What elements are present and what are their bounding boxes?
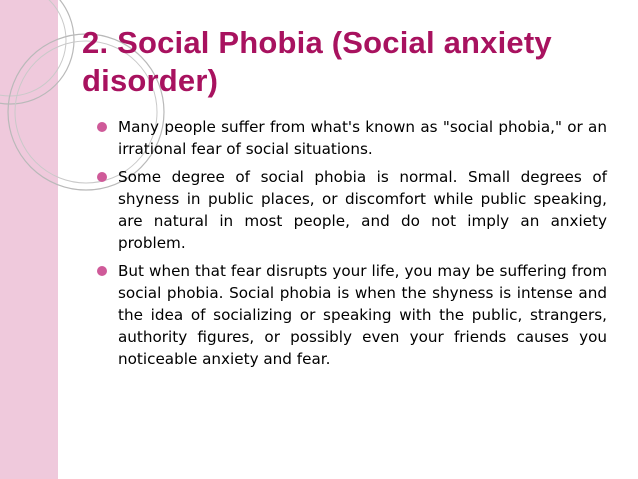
- bullet-text: Some degree of social phobia is normal. Small degrees of shyness in public places, or discomfort while public speaking, are natural in most people, and do not imply an anxiety problem.: [118, 168, 607, 252]
- bullet-text: Many people suffer from what's known as "social phobia," or an irrational fear of social situations.: [118, 118, 607, 158]
- bullet-dot-icon: [97, 172, 107, 182]
- bullet-dot-icon: [97, 122, 107, 132]
- slide-title: 2. Social Phobia (Social anxiety disorder): [82, 25, 552, 98]
- bullet-item: [97, 116, 607, 160]
- bullet-item: [97, 260, 607, 370]
- bullet-dot-icon: [97, 266, 107, 276]
- bullet-item: [97, 166, 607, 254]
- bullet-list: [97, 116, 607, 376]
- bullet-text: But when that fear disrupts your life, you may be suffering from social phobia. Social phobia is when the shyness is intense and the idea of socializing or speaking with the public, strangers, authority figures, or possibly even your friends causes you noticeable anxiety and fear.: [118, 262, 607, 368]
